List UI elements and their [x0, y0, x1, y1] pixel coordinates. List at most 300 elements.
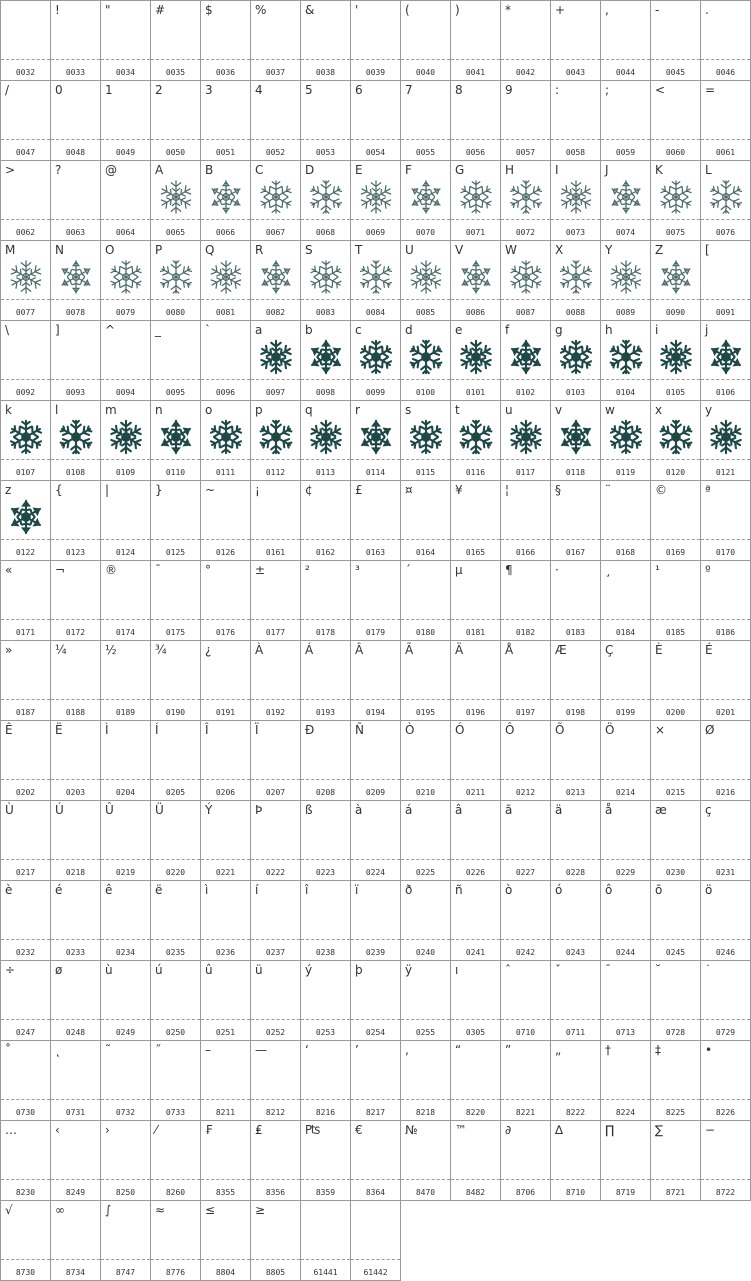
glyph-cell: [250, 560, 301, 641]
glyph-character: X: [555, 243, 564, 257]
glyph-code: 8355: [215, 1188, 236, 1197]
snowflake-icon: [7, 418, 45, 456]
cell-divider: [101, 699, 150, 700]
glyph-code: 0044: [615, 68, 636, 77]
cell-divider: [351, 779, 400, 780]
glyph-cell: [650, 80, 701, 161]
glyph-cell: [500, 880, 551, 961]
glyph-code: 0110: [165, 468, 186, 477]
cell-divider: [451, 219, 500, 220]
glyph-code: 0245: [665, 948, 686, 957]
glyph-code: 0248: [65, 1028, 86, 1037]
glyph-cell: [450, 400, 501, 481]
glyph-character: ∂: [505, 1123, 512, 1137]
glyph-character: ¦: [505, 483, 510, 497]
glyph-character: 2: [155, 83, 163, 97]
cell-divider: [251, 59, 300, 60]
glyph-character: B: [205, 163, 214, 177]
glyph-code: 0197: [515, 708, 536, 717]
glyph-code: 0219: [115, 868, 136, 877]
glyph-code: 0230: [665, 868, 686, 877]
glyph-cell: [700, 400, 751, 481]
glyph-character: ð: [405, 883, 413, 897]
cell-divider: [251, 299, 300, 300]
glyph-character: Q: [205, 243, 215, 257]
glyph-code: 0117: [515, 468, 536, 477]
glyph-cell: [550, 720, 601, 801]
glyph-code: 8364: [365, 1188, 386, 1197]
glyph-code: 0172: [65, 628, 86, 637]
cell-divider: [201, 1259, 250, 1260]
glyph-code: 0171: [15, 628, 36, 637]
glyph-character: µ: [455, 563, 463, 577]
glyph-code: 0119: [615, 468, 636, 477]
glyph-code: 0041: [465, 68, 486, 77]
glyph-character: №: [405, 1123, 418, 1137]
glyph-cell: [200, 640, 251, 721]
cell-divider: [201, 939, 250, 940]
glyph-cell: [200, 1040, 251, 1121]
glyph-cell: [250, 800, 301, 881]
glyph-code: 0064: [115, 228, 136, 237]
glyph-code: 0083: [315, 308, 336, 317]
glyph-code: 0169: [665, 548, 686, 557]
glyph-cell: [600, 960, 651, 1041]
cell-divider: [451, 1179, 500, 1180]
glyph-cell: [400, 800, 451, 881]
cell-divider: [301, 459, 350, 460]
glyph-cell: [700, 720, 751, 801]
glyph-character: c: [355, 323, 362, 337]
cell-divider: [401, 699, 450, 700]
glyph-code: 0061: [715, 148, 736, 157]
cell-divider: [601, 1179, 650, 1180]
glyph-character: G: [455, 163, 465, 177]
cell-divider: [601, 699, 650, 700]
cell-divider: [501, 219, 550, 220]
glyph-character: !: [55, 3, 60, 17]
glyph-code: 0090: [665, 308, 686, 317]
glyph-code: 0187: [15, 708, 36, 717]
glyph-cell: [200, 880, 251, 961]
glyph-cell: [200, 480, 251, 561]
cell-divider: [701, 459, 750, 460]
glyph-character: –: [205, 1043, 211, 1057]
cell-divider: [651, 939, 700, 940]
cell-divider: [151, 1179, 200, 1180]
cell-divider: [151, 779, 200, 780]
glyph-character: ©: [655, 483, 667, 497]
glyph-cell: [650, 720, 701, 801]
glyph-cell: [300, 800, 351, 881]
glyph-character: ¤: [405, 483, 413, 497]
glyph-character: ý: [305, 963, 313, 977]
glyph-cell: [600, 320, 651, 401]
glyph-character: “: [455, 1043, 462, 1057]
cell-divider: [101, 459, 150, 460]
glyph-cell: [650, 400, 701, 481]
cell-divider: [451, 459, 500, 460]
cell-divider: [651, 1019, 700, 1020]
cell-divider: [151, 219, 200, 220]
cell-divider: [551, 379, 600, 380]
cell-divider: [51, 1019, 100, 1020]
snowflake-icon: [657, 178, 695, 216]
glyph-character: ø: [55, 963, 63, 977]
glyph-code: 0165: [465, 548, 486, 557]
cell-divider: [501, 1179, 550, 1180]
cell-divider: [301, 219, 350, 220]
glyph-code: 0174: [115, 628, 136, 637]
glyph-cell: [300, 80, 351, 161]
glyph-cell: [650, 960, 701, 1041]
cell-divider: [401, 459, 450, 460]
glyph-code: 0206: [215, 788, 236, 797]
glyph-code: 8356: [265, 1188, 286, 1197]
glyph-character: —: [255, 1043, 267, 1057]
glyph-cell: [400, 560, 451, 641]
snowflake-icon: [657, 418, 695, 456]
glyph-character: ±: [255, 563, 266, 577]
glyph-code: 0205: [165, 788, 186, 797]
cell-divider: [1, 379, 50, 380]
cell-divider: [351, 1019, 400, 1020]
glyph-code: 8706: [515, 1188, 536, 1197]
glyph-character: Ö: [605, 723, 615, 737]
cell-divider: [251, 1259, 300, 1260]
glyph-character: l: [55, 403, 59, 417]
glyph-cell: [500, 0, 551, 81]
cell-divider: [351, 1099, 400, 1100]
cell-divider: [51, 1259, 100, 1260]
snowflake-icon: [207, 418, 245, 456]
glyph-code: 8359: [315, 1188, 336, 1197]
glyph-code: 0189: [115, 708, 136, 717]
glyph-code: 0226: [465, 868, 486, 877]
glyph-code: 0240: [415, 948, 436, 957]
snowflake-icon: [307, 178, 345, 216]
glyph-cell: [600, 0, 651, 81]
glyph-code: 8226: [715, 1108, 736, 1117]
glyph-code: 0196: [465, 708, 486, 717]
cell-divider: [151, 379, 200, 380]
glyph-code: 0711: [565, 1028, 586, 1037]
glyph-cell: [700, 0, 751, 81]
cell-divider: [651, 779, 700, 780]
snowflake-icon: [107, 258, 145, 296]
glyph-character: Ì: [105, 723, 109, 737]
glyph-cell: [250, 1040, 301, 1121]
cell-divider: [51, 219, 100, 220]
glyph-character: ’: [355, 1043, 359, 1057]
glyph-code: 8722: [715, 1188, 736, 1197]
glyph-character: k: [5, 403, 12, 417]
glyph-cell: [550, 480, 601, 561]
glyph-code: 0186: [715, 628, 736, 637]
glyph-character: ¢: [305, 483, 313, 497]
glyph-character: ,: [605, 3, 609, 17]
glyph-character: Ù: [5, 803, 14, 817]
glyph-code: 0048: [65, 148, 86, 157]
cell-divider: [251, 779, 300, 780]
glyph-code: 0178: [315, 628, 336, 637]
glyph-code: 0051: [215, 148, 236, 157]
glyph-cell: [0, 160, 51, 241]
glyph-character: †: [605, 1043, 611, 1057]
snowflake-icon: [407, 418, 445, 456]
cell-divider: [101, 59, 150, 60]
glyph-cell: [350, 80, 401, 161]
glyph-character: U: [405, 243, 414, 257]
glyph-character: o: [205, 403, 213, 417]
snowflake-icon: [357, 258, 395, 296]
glyph-character: Â: [355, 643, 364, 657]
cell-divider: [51, 299, 100, 300]
glyph-code: 0078: [65, 308, 86, 317]
cell-divider: [301, 859, 350, 860]
glyph-character: ñ: [455, 883, 463, 897]
glyph-cell: [500, 80, 551, 161]
cell-divider: [651, 379, 700, 380]
cell-divider: [151, 139, 200, 140]
glyph-cell: [50, 1120, 101, 1201]
glyph-cell: [200, 560, 251, 641]
cell-divider: [151, 939, 200, 940]
cell-divider: [101, 619, 150, 620]
cell-divider: [301, 699, 350, 700]
snowflake-icon: [357, 178, 395, 216]
glyph-code: 0194: [365, 708, 386, 717]
glyph-code: 0216: [715, 788, 736, 797]
glyph-cell: [300, 640, 351, 721]
cell-divider: [351, 59, 400, 60]
glyph-character: ò: [505, 883, 513, 897]
cell-divider: [551, 1099, 600, 1100]
snowflake-icon: [707, 178, 745, 216]
cell-divider: [101, 139, 150, 140]
cell-divider: [201, 1099, 250, 1100]
cell-divider: [551, 859, 600, 860]
cell-divider: [51, 859, 100, 860]
glyph-cell: [150, 80, 201, 161]
glyph-character: #: [155, 3, 166, 17]
glyph-character: ¾: [155, 643, 167, 657]
glyph-code: 0108: [65, 468, 86, 477]
glyph-code: 0063: [65, 228, 86, 237]
glyph-character: §: [555, 483, 561, 497]
glyph-code: 0113: [315, 468, 336, 477]
glyph-code: 0077: [15, 308, 36, 317]
cell-divider: [251, 459, 300, 460]
glyph-code: 0237: [265, 948, 286, 957]
glyph-code: 0121: [715, 468, 736, 477]
glyph-character: ô: [605, 883, 613, 897]
glyph-cell: [300, 240, 351, 321]
glyph-cell: [50, 0, 101, 81]
glyph-code: 8260: [165, 1188, 186, 1197]
glyph-code: 0106: [715, 388, 736, 397]
glyph-code: 0193: [315, 708, 336, 717]
cell-divider: [301, 779, 350, 780]
glyph-cell: [650, 1040, 701, 1121]
glyph-character: ∫: [105, 1203, 112, 1217]
glyph-cell: [50, 80, 101, 161]
glyph-cell: [100, 720, 151, 801]
snowflake-icon: [557, 258, 595, 296]
glyph-code: 0082: [265, 308, 286, 317]
glyph-code: 0242: [515, 948, 536, 957]
glyph-character: ¡: [255, 483, 260, 497]
glyph-code: 0104: [615, 388, 636, 397]
glyph-character: ˝: [155, 1043, 161, 1057]
glyph-cell: [100, 80, 151, 161]
cell-divider: [201, 539, 250, 540]
glyph-code: 0054: [365, 148, 386, 157]
glyph-cell: [300, 960, 351, 1041]
cell-divider: [551, 139, 600, 140]
glyph-cell: [100, 0, 151, 81]
cell-divider: [201, 1019, 250, 1020]
glyph-code: 0047: [15, 148, 36, 157]
glyph-character: Õ: [555, 723, 565, 737]
glyph-cell: [200, 720, 251, 801]
glyph-character: ™: [455, 1123, 467, 1137]
glyph-cell: [400, 240, 451, 321]
cell-divider: [401, 1099, 450, 1100]
glyph-cell: [650, 880, 701, 961]
glyph-code: 0732: [115, 1108, 136, 1117]
glyph-cell: [100, 480, 151, 561]
glyph-cell: [200, 1200, 251, 1281]
glyph-character: g: [555, 323, 563, 337]
cell-divider: [651, 299, 700, 300]
glyph-character: ù: [105, 963, 113, 977]
glyph-cell: [450, 80, 501, 161]
glyph-code: 0207: [265, 788, 286, 797]
glyph-character: R: [255, 243, 264, 257]
glyph-cell: [250, 880, 301, 961]
snowflake-icon: [557, 338, 595, 376]
glyph-character: C: [255, 163, 264, 177]
snowflake-icon: [157, 178, 195, 216]
glyph-code: 0202: [15, 788, 36, 797]
glyph-cell: [250, 480, 301, 561]
glyph-cell: [150, 560, 201, 641]
cell-divider: [351, 459, 400, 460]
glyph-character: T: [355, 243, 363, 257]
cell-divider: [651, 139, 700, 140]
glyph-cell: [700, 1040, 751, 1121]
glyph-cell: [300, 560, 351, 641]
glyph-cell: [50, 800, 101, 881]
cell-divider: [651, 219, 700, 220]
glyph-cell: [100, 320, 151, 401]
glyph-code: 0037: [265, 68, 286, 77]
glyph-code: 0234: [115, 948, 136, 957]
cell-divider: [701, 139, 750, 140]
cell-divider: [201, 459, 250, 460]
cell-divider: [501, 859, 550, 860]
cell-divider: [201, 779, 250, 780]
cell-divider: [701, 699, 750, 700]
glyph-code: 0710: [515, 1028, 536, 1037]
cell-divider: [451, 619, 500, 620]
glyph-character: O: [105, 243, 115, 257]
glyph-cell: [400, 720, 451, 801]
glyph-code: 0238: [315, 948, 336, 957]
glyph-cell: [650, 560, 701, 641]
glyph-code: 0075: [665, 228, 686, 237]
glyph-cell: [450, 480, 501, 561]
glyph-character: â: [455, 803, 463, 817]
glyph-cell: [150, 960, 201, 1041]
glyph-cell: [250, 400, 301, 481]
glyph-character: ˆ: [505, 963, 511, 977]
glyph-character: ∑: [655, 1123, 664, 1137]
glyph-character: ®: [105, 563, 117, 577]
glyph-code: 8222: [565, 1108, 586, 1117]
cell-divider: [551, 619, 600, 620]
glyph-code: 0098: [315, 388, 336, 397]
glyph-code: 0045: [665, 68, 686, 77]
glyph-cell: [650, 160, 701, 241]
glyph-code: 0254: [365, 1028, 386, 1037]
cell-divider: [351, 1259, 400, 1260]
glyph-code: 0177: [265, 628, 286, 637]
snowflake-icon: [507, 338, 545, 376]
glyph-code: 0034: [115, 68, 136, 77]
glyph-code: 8482: [465, 1188, 486, 1197]
glyph-cell: [450, 320, 501, 401]
glyph-cell: [700, 320, 751, 401]
cell-divider: [51, 59, 100, 60]
glyph-cell: [500, 400, 551, 481]
glyph-cell: [150, 480, 201, 561]
glyph-code: 0032: [15, 68, 36, 77]
glyph-cell: [600, 480, 651, 561]
glyph-code: 0220: [165, 868, 186, 877]
cell-divider: [51, 379, 100, 380]
glyph-code: 0065: [165, 228, 186, 237]
cell-divider: [401, 59, 450, 60]
cell-divider: [51, 1099, 100, 1100]
glyph-code: 0100: [415, 388, 436, 397]
glyph-code: 0218: [65, 868, 86, 877]
glyph-cell: [700, 1120, 751, 1201]
glyph-code: 0181: [465, 628, 486, 637]
glyph-character: .: [705, 3, 709, 17]
cell-divider: [1, 299, 50, 300]
glyph-cell: [100, 800, 151, 881]
glyph-cell: [400, 80, 451, 161]
glyph-code: 0099: [365, 388, 386, 397]
glyph-character: ü: [255, 963, 263, 977]
cell-divider: [551, 219, 600, 220]
cell-divider: [451, 779, 500, 780]
glyph-cell: [350, 320, 401, 401]
glyph-code: 0204: [115, 788, 136, 797]
glyph-character: b: [305, 323, 313, 337]
glyph-character: Ò: [405, 723, 415, 737]
cell-divider: [701, 299, 750, 300]
glyph-code: 0225: [415, 868, 436, 877]
cell-divider: [551, 539, 600, 540]
glyph-character: Í: [155, 723, 159, 737]
glyph-character: ›: [105, 1123, 110, 1137]
glyph-character: A: [155, 163, 164, 177]
glyph-code: 0036: [215, 68, 236, 77]
glyph-code: 0239: [365, 948, 386, 957]
